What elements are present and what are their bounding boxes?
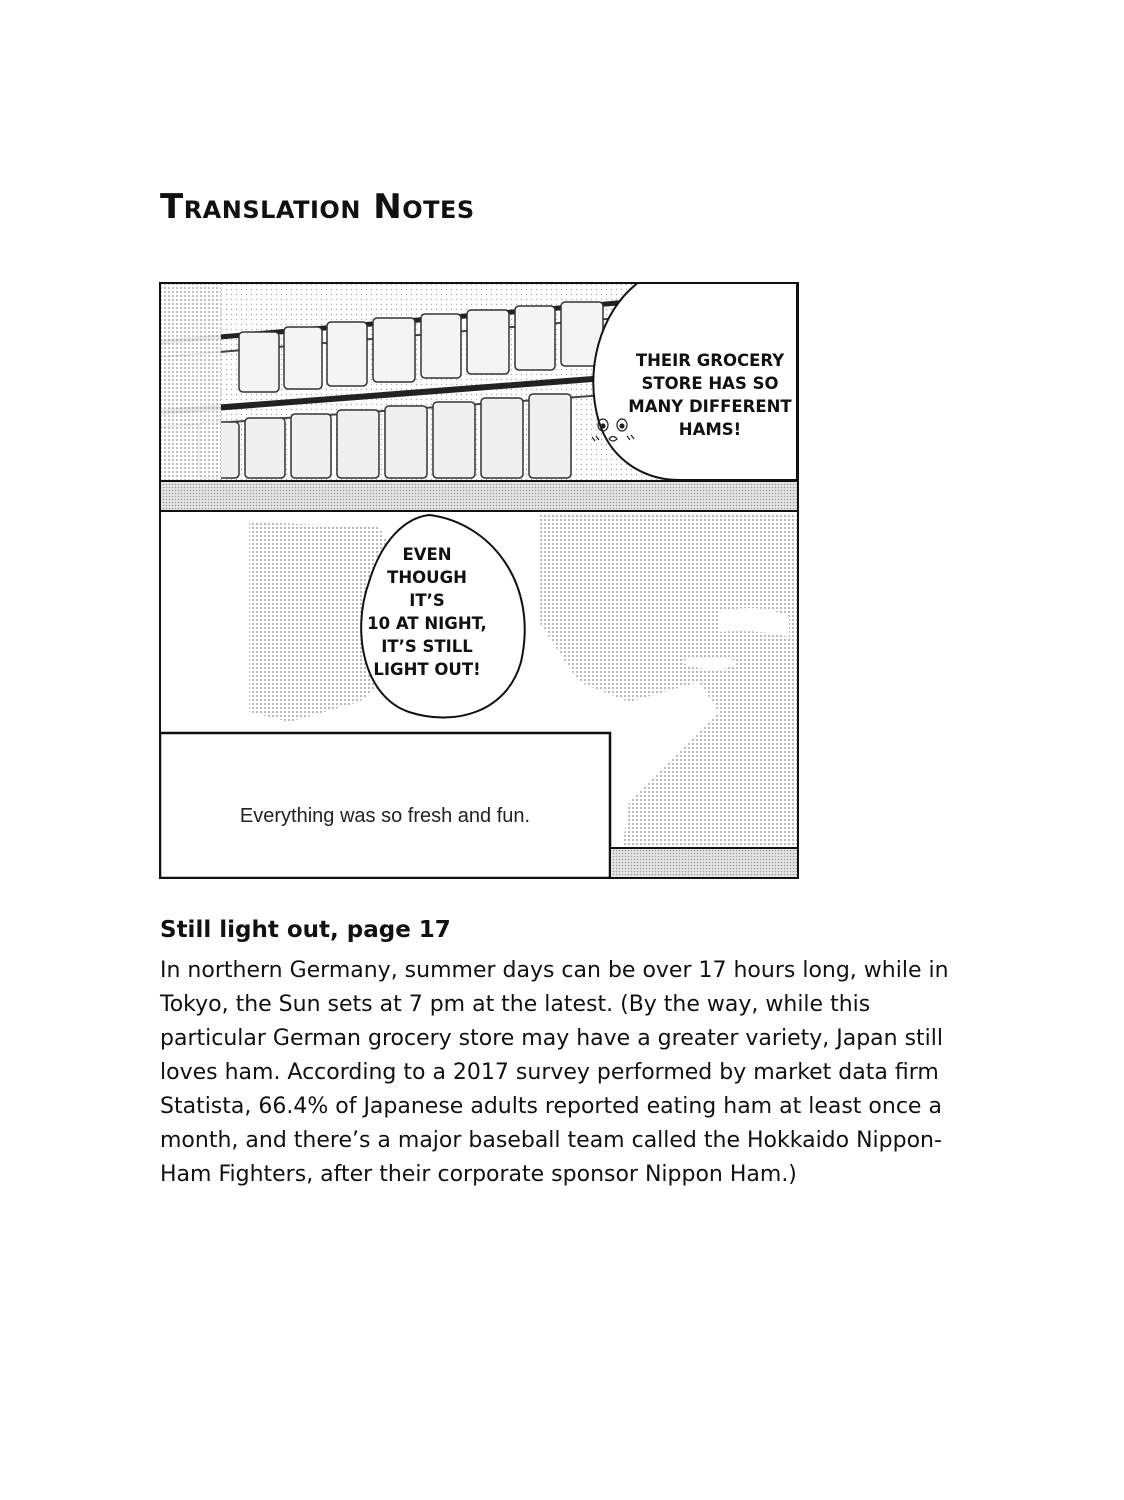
manga-panel: [159, 282, 799, 879]
page-title: Translation Notes: [160, 187, 475, 227]
speech-bubble-grocery: THEIR GROCERY STORE HAS SO MANY DIFFERENT HAMS!: [628, 351, 792, 439]
bottom-screentone: [610, 848, 798, 878]
speech-bubble-night: EVEN THOUGH IT’S 10 AT NIGHT, IT’S STILL LIGHT OUT!: [367, 545, 487, 679]
note-body: In northern Germany, summer days can be over 17 hours long, while in Tokyo, the Sun sets at 7 pm at the latest. (By the way, while this particular German grocery store may have a greater variety, Japan still loves ham. According to a 2017 survey performed by market data firm Statista, 66.4% of Japanese adults reported eating ham at least once a month, and there’s a major baseball team called the Hokkaido Nippon-Ham Fighters, after their corporate sponsor Nippon Ham.): [160, 958, 949, 1187]
screentone-band: [160, 481, 798, 511]
panel-caption: Everything was so fresh and fun.: [239, 805, 531, 827]
note-heading: Still light out, page 17: [160, 917, 451, 943]
